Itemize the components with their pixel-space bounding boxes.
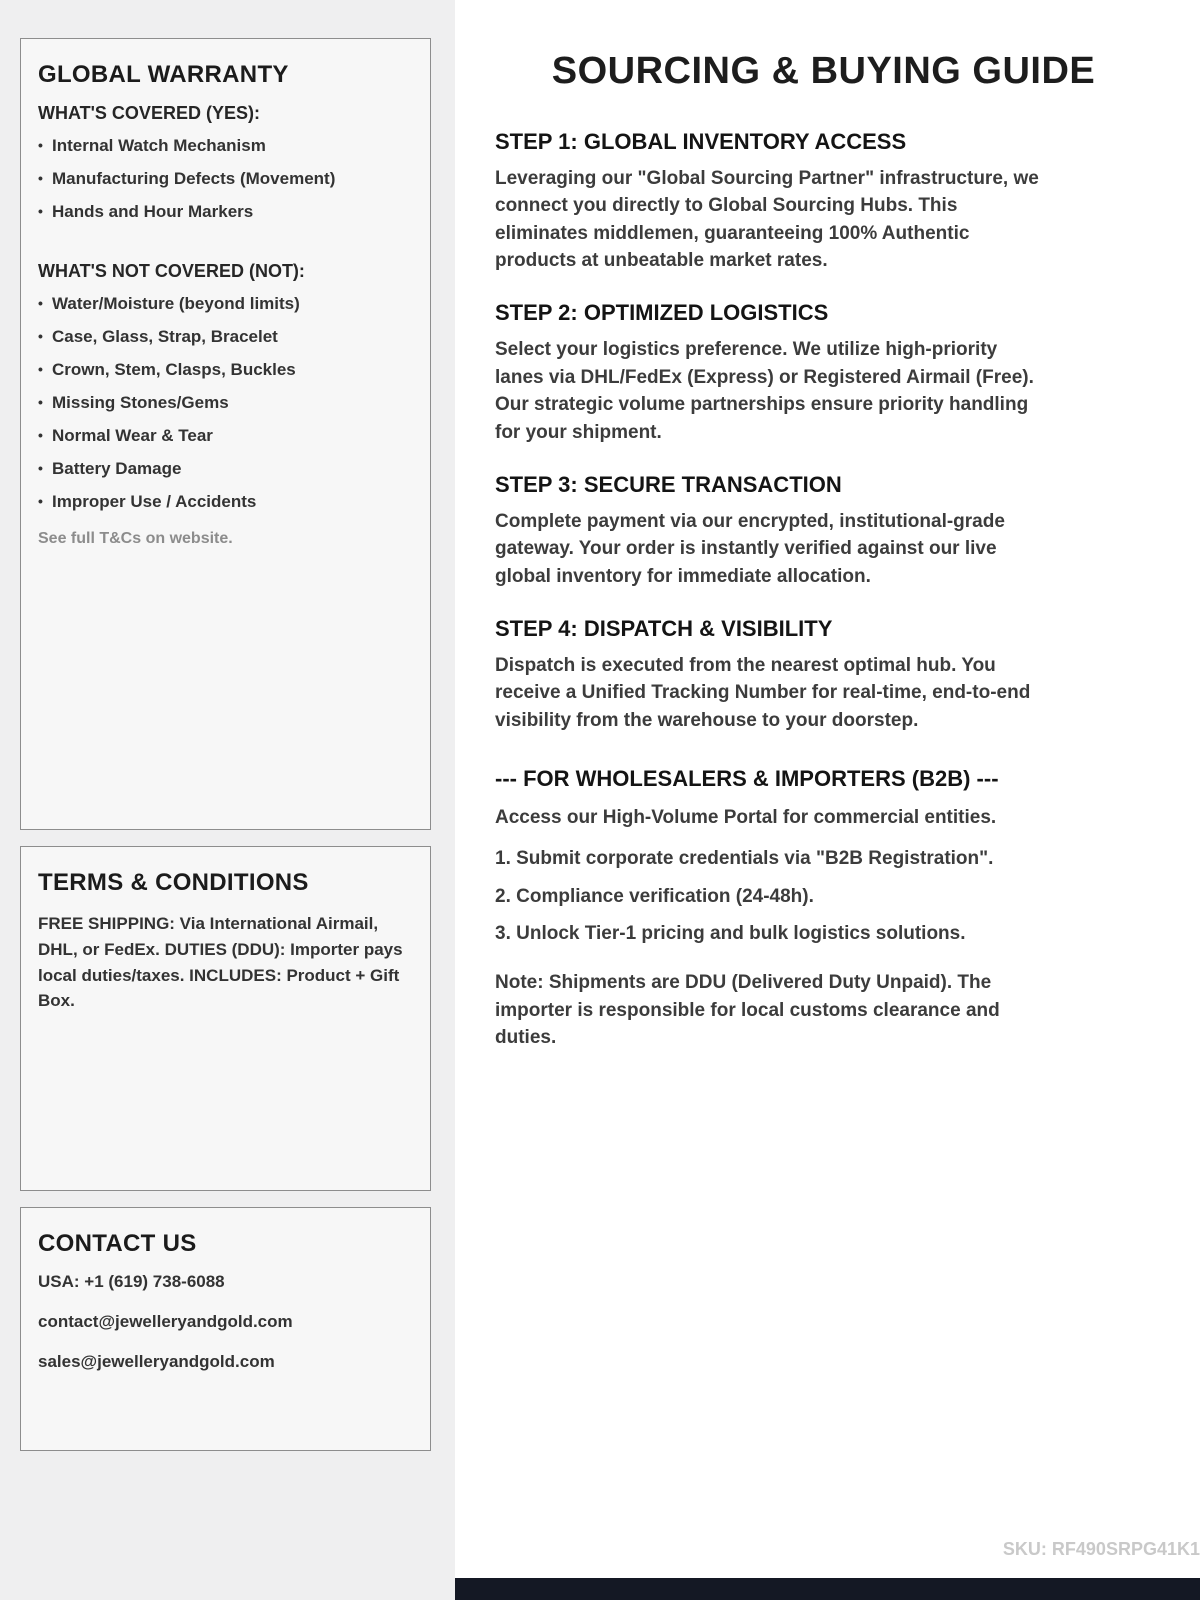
list-item: • Hands and Hour Markers (38, 202, 410, 222)
terms-box (20, 846, 431, 1191)
not-covered-heading: WHAT'S NOT COVERED (NOT): (38, 261, 305, 281)
sku-label: SKU: RF490SRPG41K1 (1002, 1539, 1200, 1559)
step-2-title: STEP 2: OPTIMIZED LOGISTICS (495, 300, 829, 326)
list-item: • Water/Moisture (beyond limits) (38, 294, 410, 314)
b2b-intro: Access our High-Volume Portal for commercial entities. (495, 807, 997, 829)
list-item: • Internal Watch Mechanism (38, 136, 410, 156)
warranty-footnote: See full T&Cs on website. (38, 530, 233, 547)
covered-heading: WHAT'S COVERED (YES): (38, 103, 260, 123)
list-item: • Improper Use / Accidents (38, 492, 410, 512)
b2b-section (495, 766, 1152, 1052)
not-covered-list (38, 294, 410, 512)
list-item: • Normal Wear & Tear (38, 426, 410, 446)
list-item: • Battery Damage (38, 459, 410, 479)
covered-list (38, 136, 410, 222)
b2b-item-3: 3. Unlock Tier-1 pricing and bulk logistics solutions. (495, 923, 966, 945)
main-content (455, 0, 1200, 1600)
spacer (38, 235, 410, 261)
step-1-body: Leveraging our "Global Sourcing Partner" infrastructure, we connect you directly to Global Sourcing Hubs. This eliminates middlemen, guaranteeing 100% Authentic products at unbeatable market rates. (495, 168, 1039, 272)
footer-bar (455, 1578, 1200, 1600)
step-2 (495, 300, 1152, 445)
step-3 (495, 472, 1152, 590)
contact-title: CONTACT US (38, 1230, 197, 1257)
step-3-body: Complete payment via our encrypted, institutional-grade gateway. Your order is instantly verified against our live global inventory for immediate allocation. (495, 510, 1005, 587)
warranty-title: GLOBAL WARRANTY (38, 61, 289, 88)
list-item: • Case, Glass, Strap, Bracelet (38, 327, 410, 347)
list-item: • Crown, Stem, Clasps, Buckles (38, 360, 410, 380)
step-1 (495, 129, 1152, 274)
b2b-item-2: 2. Compliance verification (24-48h). (495, 885, 814, 907)
step-3-title: STEP 3: SECURE TRANSACTION (495, 471, 842, 497)
step-4-title: STEP 4: DISPATCH & VISIBILITY (495, 615, 833, 641)
step-4 (495, 616, 1152, 734)
contact-phone: USA: +1 (619) 738-6088 (38, 1272, 225, 1291)
terms-body: FREE SHIPPING: Via International Airmail, DHL, or FedEx. DUTIES (DDU): Importer pays local duties/taxes. INCLUDES: Product + Gift Box. (38, 914, 403, 1011)
b2b-item-1: 1. Submit corporate credentials via "B2B Registration". (495, 848, 994, 870)
page-title: SOURCING & BUYING GUIDE (551, 50, 1096, 92)
warranty-box (20, 38, 431, 830)
b2b-title: --- FOR WHOLESALERS & IMPORTERS (B2B) --- (495, 766, 999, 792)
step-4-body: Dispatch is executed from the nearest optimal hub. You receive a Unified Tracking Number for real-time, end-to-end visibility from the warehouse to your doorstep. (495, 654, 1031, 731)
list-item: • Manufacturing Defects (Movement) (38, 169, 410, 189)
terms-title: TERMS & CONDITIONS (38, 869, 309, 896)
sidebar (0, 0, 455, 1600)
b2b-note: Note: Shipments are DDU (Delivered Duty Unpaid). The importer is responsible for local customs clearance and duties. (495, 972, 1000, 1049)
step-1-title: STEP 1: GLOBAL INVENTORY ACCESS (495, 129, 907, 154)
contact-email: contact@jewelleryandgold.com (38, 1312, 293, 1331)
contact-email-sales: sales@jewelleryandgold.com (38, 1352, 275, 1371)
contact-box (20, 1207, 431, 1451)
list-item: • Missing Stones/Gems (38, 393, 410, 413)
step-2-body: Select your logistics preference. We utilize high-priority lanes via DHL/FedEx (Express) or Registered Airmail (Free). Our strategic volume partnerships ensure priority handling for your shipment. (495, 339, 1034, 443)
